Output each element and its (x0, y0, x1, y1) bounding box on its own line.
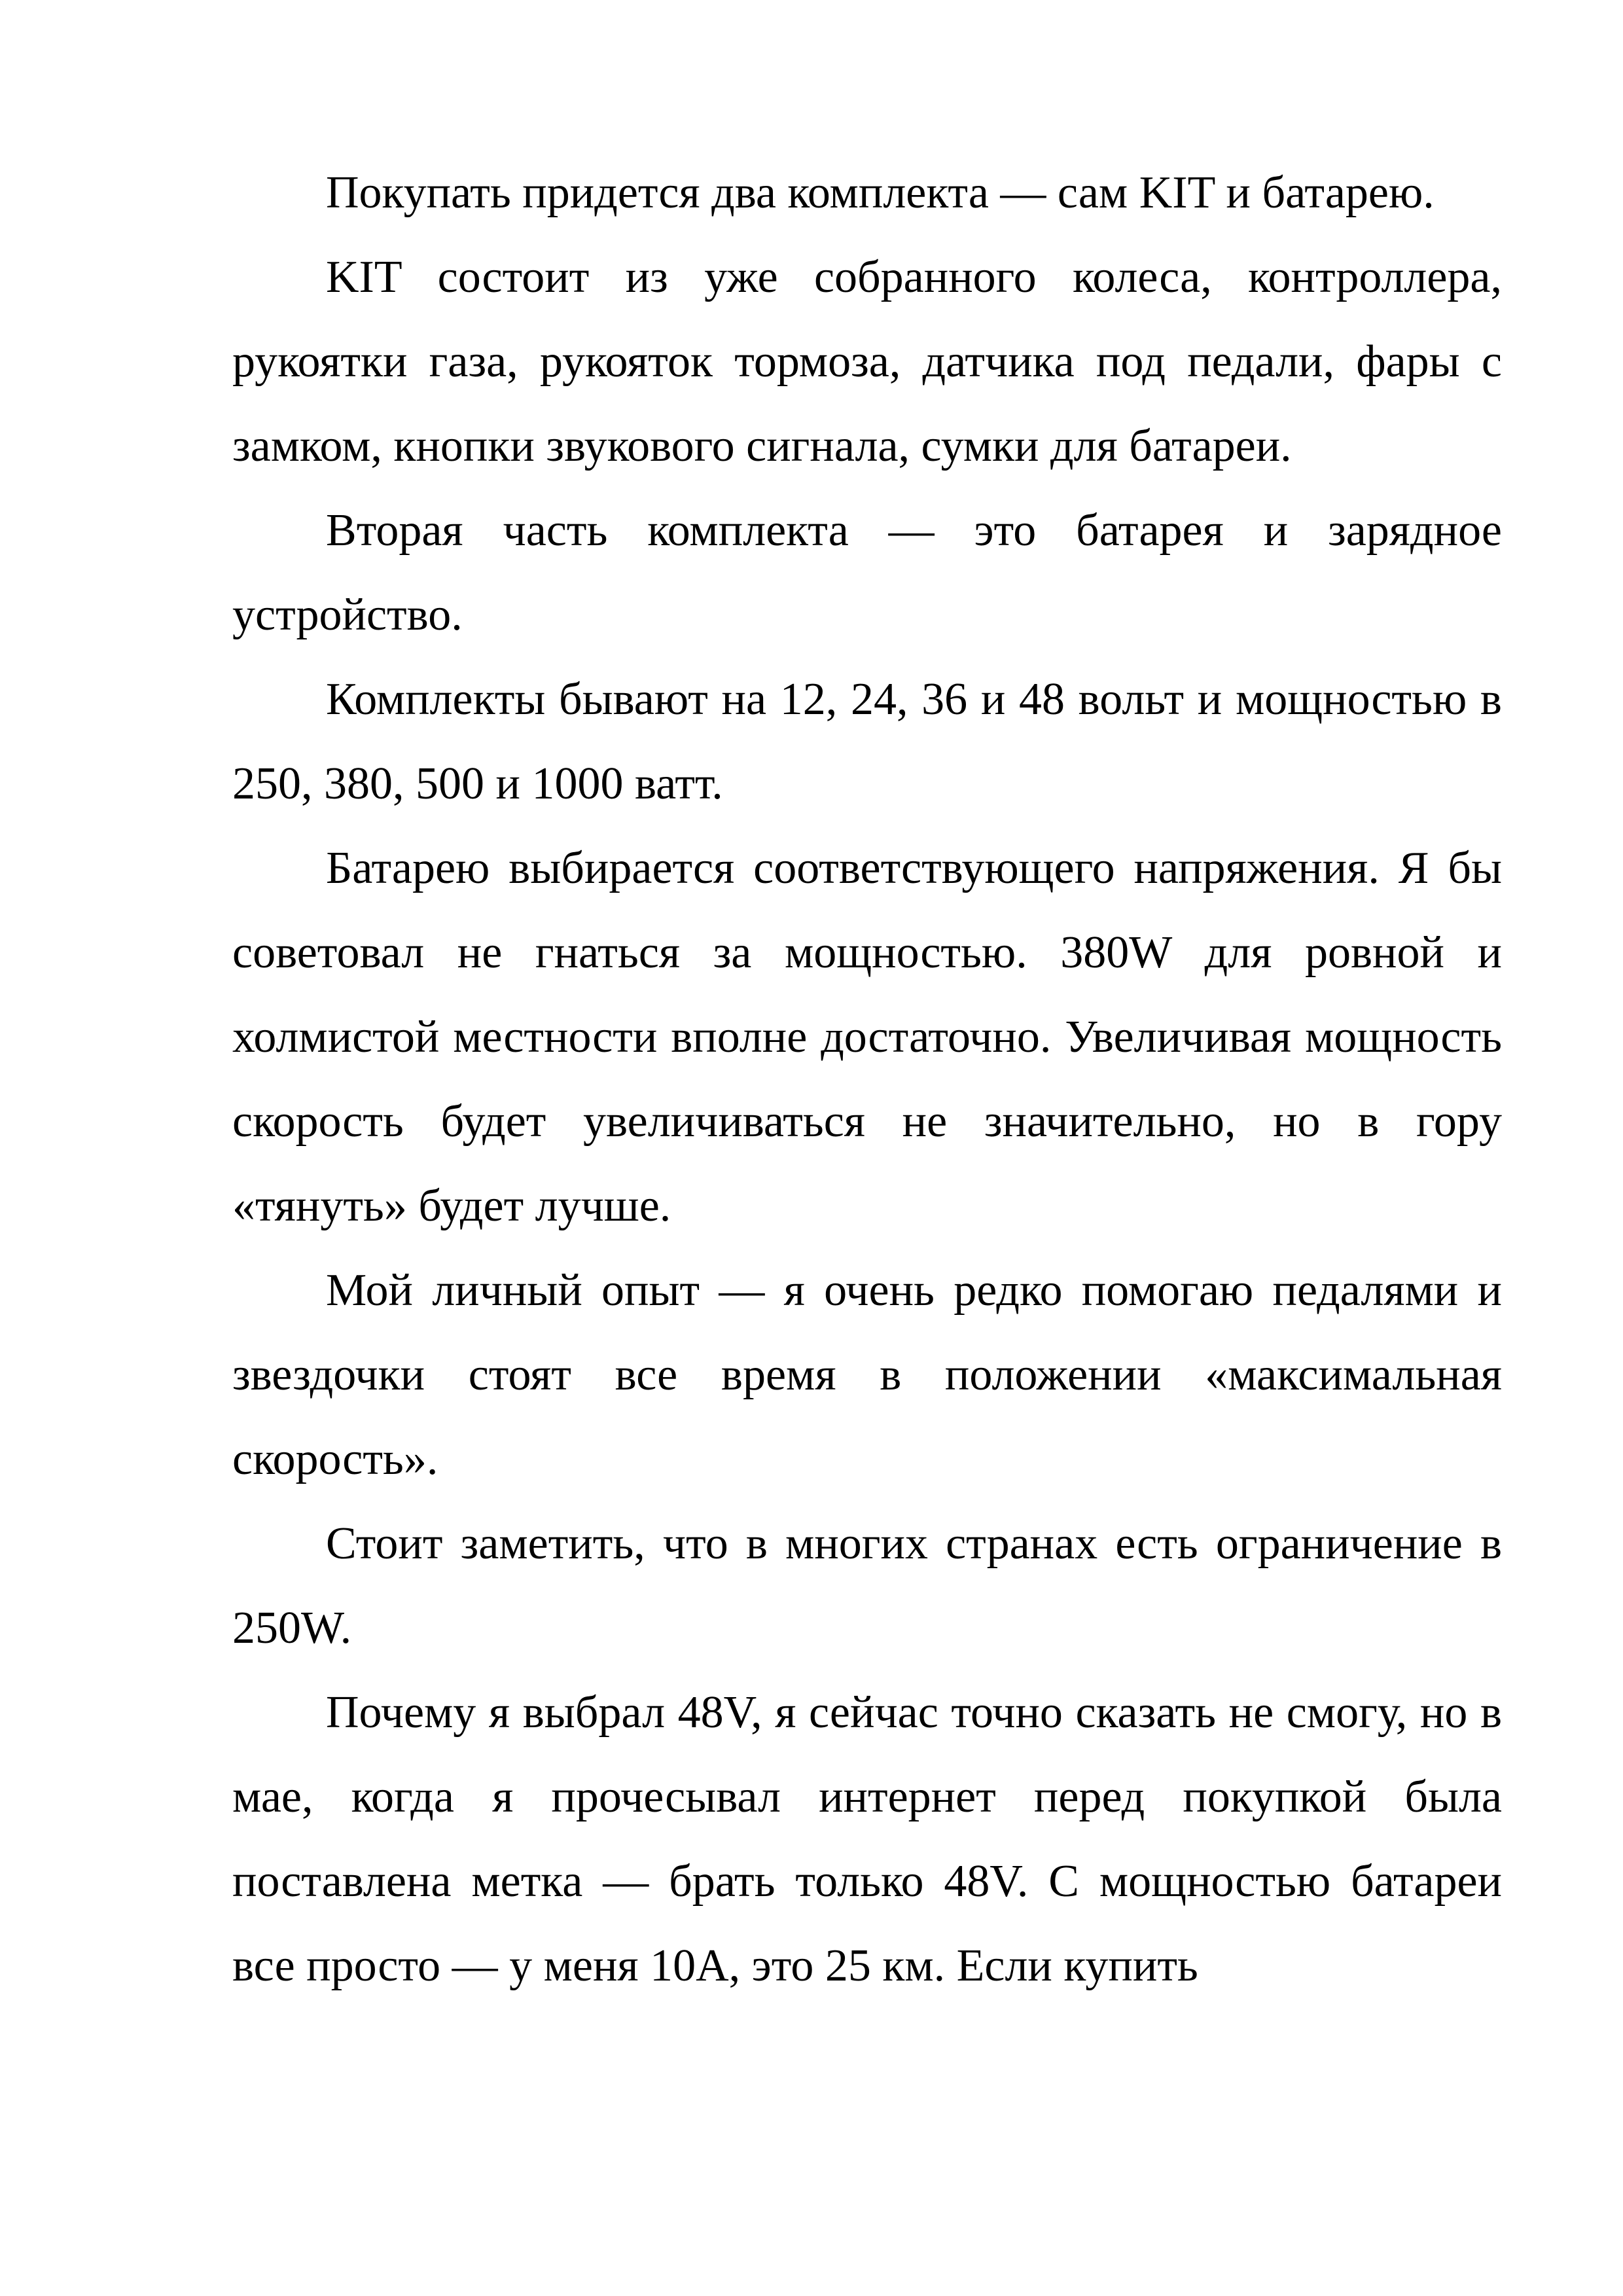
paragraph-7: Стоит заметить, что в многих странах есть ограничение в 250W. (232, 1518, 1502, 1653)
paragraph-4: Комплекты бывают на 12, 24, 36 и 48 вольт и мощностью в 250, 380, 500 и 1000 ватт. (232, 674, 1502, 809)
paragraph-8: Почему я выбрал 48V, я сейчас точно сказать не смогу, но в мае, когда я прочесывал интернет перед покупкой была поставлена метка — брать только 48V. С мощностью батареи все просто — у меня 10А, это 25 км. Если купить (232, 1687, 1502, 1991)
paragraph-5: Батарею выбирается соответствующего напряжения. Я бы советовал не гнаться за мощностью. 380W для ровной и холмистой местности вполне достаточно. Увеличивая мощность скорость будет увеличиваться не значительно, но в гору «тянуть» будет лучше. (232, 843, 1502, 1231)
paragraph-3: Вторая часть комплекта — это батарея и зарядное устройство. (232, 505, 1502, 640)
paragraph-6: Мой личный опыт — я очень редко помогаю педалями и звездочки стоят все время в положении «максимальная скорость». (232, 1265, 1502, 1484)
paragraph-1: Покупать придется два комплекта — сам KIT и батарею. (326, 168, 1435, 218)
document-body (232, 151, 1502, 2008)
paragraph-2: KIT состоит из уже собранного колеса, контроллера, рукоятки газа, рукояток тормоза, датчика под педали, фары с замком, кнопки звукового сигнала, сумки для батареи. (232, 252, 1502, 471)
